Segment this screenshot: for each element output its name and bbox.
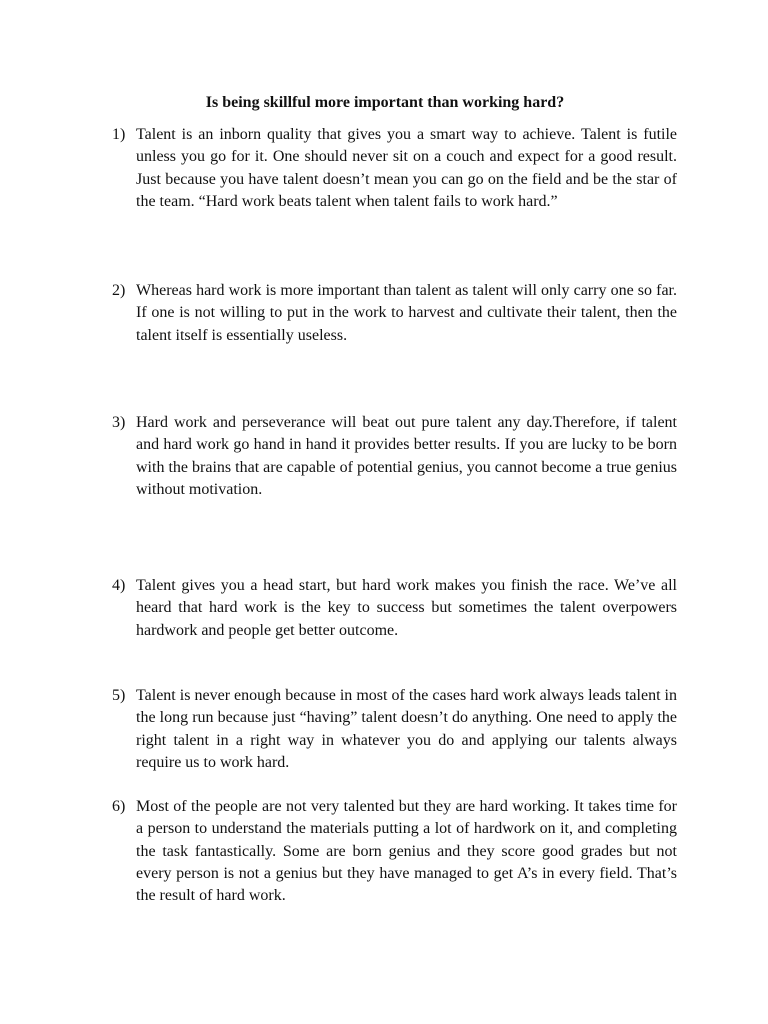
list-item <box>112 796 677 907</box>
document-title: Is being skillful more important than working hard? <box>205 94 565 111</box>
list-item-number: 6) <box>112 798 126 815</box>
list-item-number: 2) <box>112 282 126 299</box>
list-item <box>112 280 677 347</box>
list-item-number: 5) <box>112 687 126 704</box>
list-item-text: Talent is never enough because in most of the cases hard work always leads talent in the long run because just “having” talent doesn’t do anything. One need to apply the right talent in a right way in whatever you do and applying our talents always require us to work hard. <box>136 687 677 771</box>
list-item <box>112 124 677 213</box>
list-item <box>112 575 677 642</box>
list-item <box>112 685 677 774</box>
list-item <box>112 412 677 501</box>
list-item-text: Most of the people are not very talented but they are hard working. It takes time for a person to understand the materials putting a lot of hardwork on it, and completing the task fantastically. Some are born genius and they score good grades but not every person is not a genius but they have managed to get A’s in every field. That’s the result of hard work. <box>136 798 677 905</box>
list-item-number: 4) <box>112 577 126 594</box>
list-item-text: Talent gives you a head start, but hard work makes you finish the race. We’ve all heard that hard work is the key to success but sometimes the talent overpowers hardwork and people get better outcome. <box>136 577 677 639</box>
list-item-text: Hard work and perseverance will beat out pure talent any day.Therefore, if talent and hard work go hand in hand it provides better results. If you are lucky to be born with the brains that are capable of potential genius, you cannot become a true genius without motivation. <box>136 414 677 498</box>
list-item-text: Whereas hard work is more important than talent as talent will only carry one so far. If one is not willing to put in the work to harvest and cultivate their talent, then the talent itself is essentially useless. <box>136 282 677 344</box>
list-item-number: 3) <box>112 414 126 431</box>
list-item-number: 1) <box>112 126 126 143</box>
list-item-text: Talent is an inborn quality that gives you a smart way to achieve. Talent is futile unless you go for it. One should never sit on a couch and expect for a good result. Just because you have talent doesn’t mean you can go on the field and be the star of the team. “Hard work beats talent when talent fails to work hard.” <box>136 126 677 210</box>
